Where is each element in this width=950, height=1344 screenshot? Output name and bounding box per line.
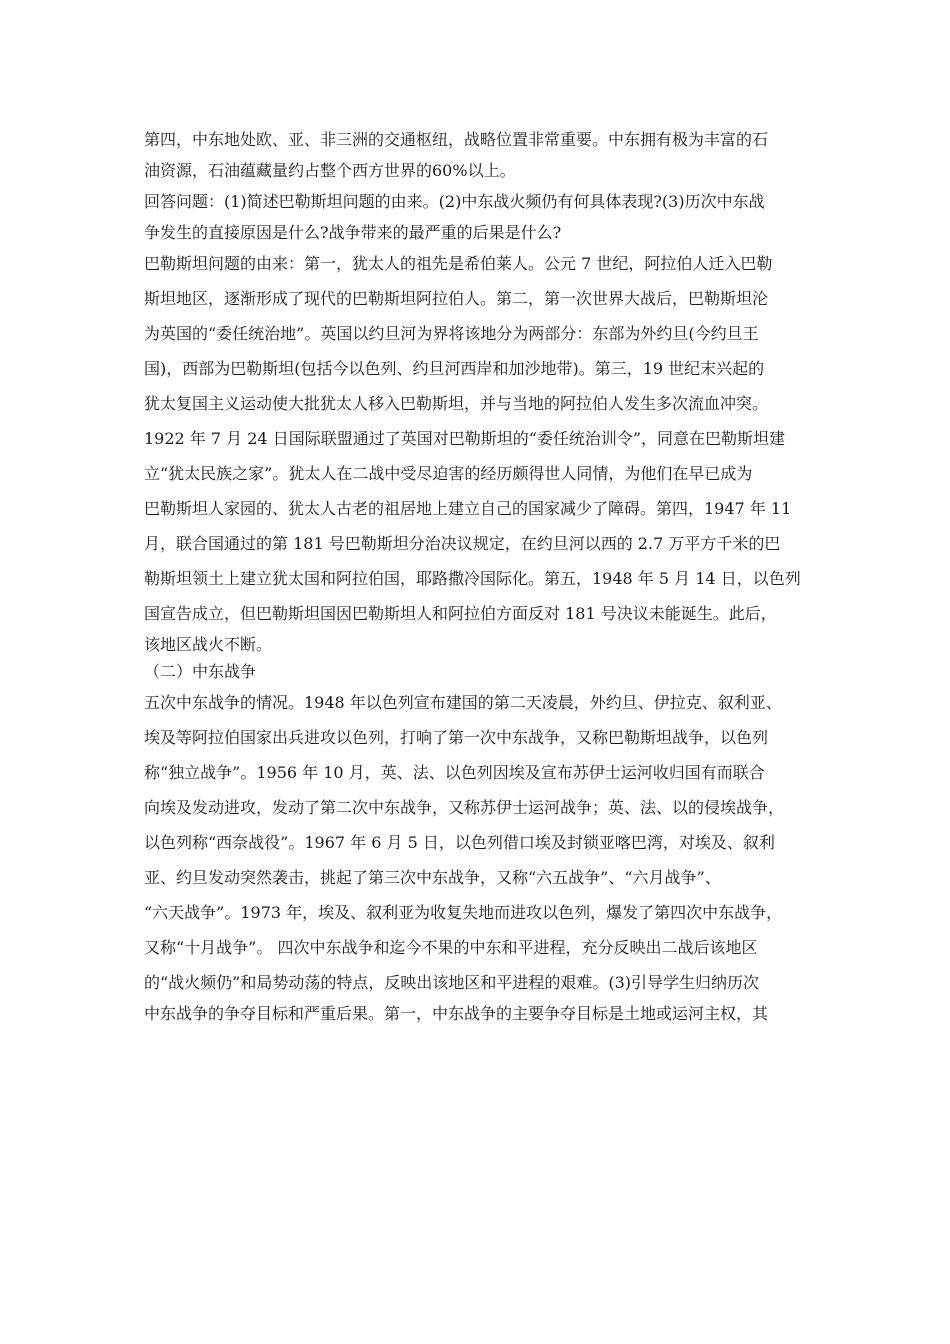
paragraph-middle-east-wars <box>144 685 816 1027</box>
text-line: 巴勒斯坦问题的由来：第一，犹太人的祖先是希伯莱人。公元 7 世纪，阿拉伯人迁入巴勒 <box>144 254 773 273</box>
section-heading: （二）中东战争 <box>144 662 257 681</box>
text-line: 为英国的“委任统治地”。英国以约旦河为界将该地分为两部分：东部为外约旦(今约旦王 <box>144 324 759 343</box>
document-body <box>144 122 816 1027</box>
text-line: 犹太复国主义运动使大批犹太人移入巴勒斯坦，并与当地的阿拉伯人发生多次流血冲突。 <box>144 394 769 413</box>
text-line: 以色列称“西奈战役”。1967 年 6 月 5 日，以色列借口埃及封锁亚喀巴湾，对埃及、叙利 <box>144 833 775 852</box>
text-line: 称“独立战争”。1956 年 10 月，英、法、以色列因埃及宣布苏伊士运河收归国有而联合 <box>144 763 765 782</box>
text-line: 巴勒斯坦人家园的、犹太人古老的祖居地上建立自己的国家减少了障碍。第四，1947 年 11 <box>144 499 792 518</box>
text-line: 斯坦地区，逐渐形成了现代的巴勒斯坦阿拉伯人。第二，第一次世界大战后，巴勒斯坦沦 <box>144 289 769 308</box>
text-line: 月，联合国通过的第 181 号巴勒斯坦分治决议规定，在约旦河以西的 2.7 万平方千米的巴 <box>144 534 781 553</box>
text-line: 勒斯坦领土上建立犹太国和阿拉伯国，耶路撒冷国际化。第五，1948 年 5 月 14 日，以色列 <box>144 569 801 588</box>
paragraph-palestine-origin <box>144 246 816 658</box>
text-line: 埃及等阿拉伯国家出兵进攻以色列，打响了第一次中东战争，又称巴勒斯坦战争，以色列 <box>144 728 769 747</box>
text-line: 1922 年 7 月 24 日国际联盟通过了英国对巴勒斯坦的“委任统治训令”，同意在巴勒斯坦建 <box>144 429 786 448</box>
text-line: 向埃及发动进攻，发动了第二次中东战争，又称苏伊士运河战争；英、法、以的侵埃战争， <box>144 798 785 817</box>
text-line: 争发生的直接原因是什么?战争带来的最严重的后果是什么? <box>144 223 562 242</box>
text-line: “六天战争”。1973 年，埃及、叙利亚为收复失地而进攻以色列，爆发了第四次中东战争， <box>144 903 783 922</box>
text-line: 第四，中东地处欧、亚、非三洲的交通枢纽，战略位置非常重要。中东拥有极为丰富的石 <box>144 130 769 149</box>
text-line: 国宣告成立，但巴勒斯坦国因巴勒斯坦人和阿拉伯方面反对 181 号决议未能诞生。此后， <box>144 604 777 623</box>
text-line: 油资源，石油蕴藏量约占整个西方世界的60%以上。 <box>144 161 516 180</box>
text-line: 中东战争的争夺目标和严重后果。第一，中东战争的主要争夺目标是土地或运河主权，其 <box>144 1004 769 1023</box>
paragraph-middle-east-location <box>144 122 816 184</box>
text-line: 五次中东战争的情况。1948 年以色列宣布建国的第二天凌晨，外约旦、伊拉克、叙利亚、 <box>144 693 782 712</box>
text-line: 该地区战火不断。 <box>144 635 273 654</box>
text-line: 回答问题：(1)简述巴勒斯坦问题的由来。(2)中东战火频仍有何具体表现?(3)历次中东战 <box>144 192 765 211</box>
text-line: 亚、约旦发动突然袭击，挑起了第三次中东战争，又称“六五战争”、“六月战争”、 <box>144 868 721 887</box>
text-line: 又称“十月战争”。 四次中东战争和迄今不果的中东和平进程，充分反映出二战后该地区 <box>144 938 758 957</box>
paragraph-questions <box>144 184 816 246</box>
text-line: 国)，西部为巴勒斯坦(包括今以色列、约旦河西岸和加沙地带)。第三，19 世纪末兴起的 <box>144 359 765 378</box>
text-line: 立“犹太民族之家”。犹太人在二战中受尽迫害的经历颇得世人同情，为他们在早已成为 <box>144 464 753 483</box>
text-line: 的“战火频仍”和局势动荡的特点，反映出该地区和平进程的艰难。(3)引导学生归纳历次 <box>144 973 760 992</box>
